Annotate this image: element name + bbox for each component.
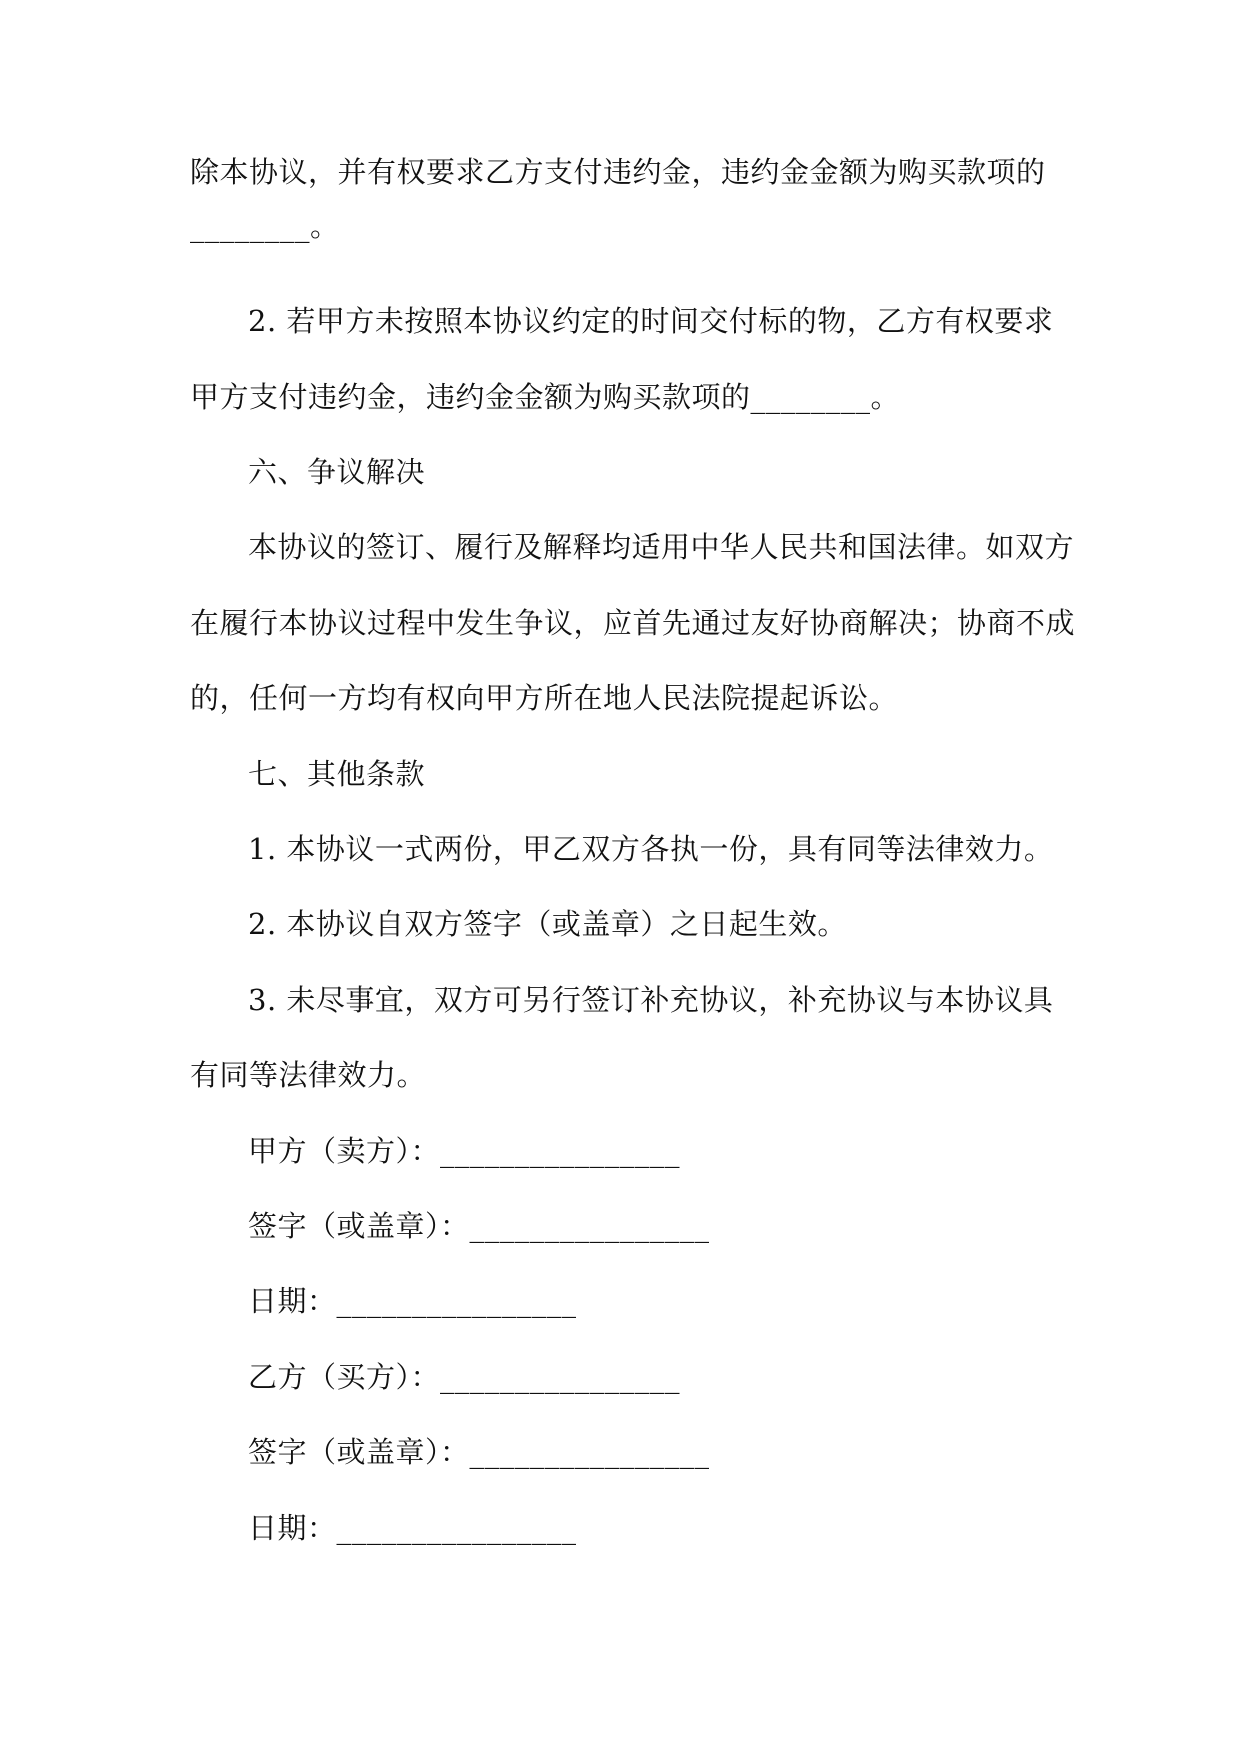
text-line-other-3: 3. 未尽事宜，双方可另行签订补充协议，补充协议与本协议具 — [248, 983, 1054, 1017]
text-line-other-2: 2. 本协议自双方签字（或盖章）之日起生效。 — [248, 907, 847, 941]
section-heading-other: 七、其他条款 — [248, 757, 426, 791]
signature-party-a-sign: 签字（或盖章）：________________ — [248, 1209, 710, 1243]
signature-party-b-date: 日期：________________ — [248, 1511, 577, 1545]
text-line-other-1: 1. 本协议一式两份，甲乙双方各执一份，具有同等法律效力。 — [248, 832, 1054, 866]
text-line-penalty-cont: 除本协议，并有权要求乙方支付违约金，违约金金额为购买款项的 — [190, 155, 1046, 189]
text-line-dispute-1: 本协议的签订、履行及解释均适用中华人民共和国法律。如双方 — [248, 530, 1075, 564]
signature-party-a: 甲方（卖方）：________________ — [248, 1134, 681, 1168]
text-line-other-3-cont: 有同等法律效力。 — [190, 1058, 427, 1092]
text-line-blank-amount: ________。 — [190, 209, 340, 243]
section-heading-dispute: 六、争议解决 — [248, 455, 426, 489]
signature-party-a-date: 日期：________________ — [248, 1284, 577, 1318]
text-line-dispute-3: 的，任何一方均有权向甲方所在地人民法院提起诉讼。 — [190, 681, 899, 715]
signature-party-b-sign: 签字（或盖章）：________________ — [248, 1435, 710, 1469]
text-line-dispute-2: 在履行本协议过程中发生争议，应首先通过友好协商解决；协商不成 — [190, 606, 1076, 640]
signature-party-b: 乙方（买方）：________________ — [248, 1360, 681, 1394]
text-line-clause-2: 2. 若甲方未按照本协议约定的时间交付标的物，乙方有权要求 — [248, 304, 1054, 338]
text-line-clause-2-cont: 甲方支付违约金，违约金金额为购买款项的________。 — [190, 380, 901, 414]
